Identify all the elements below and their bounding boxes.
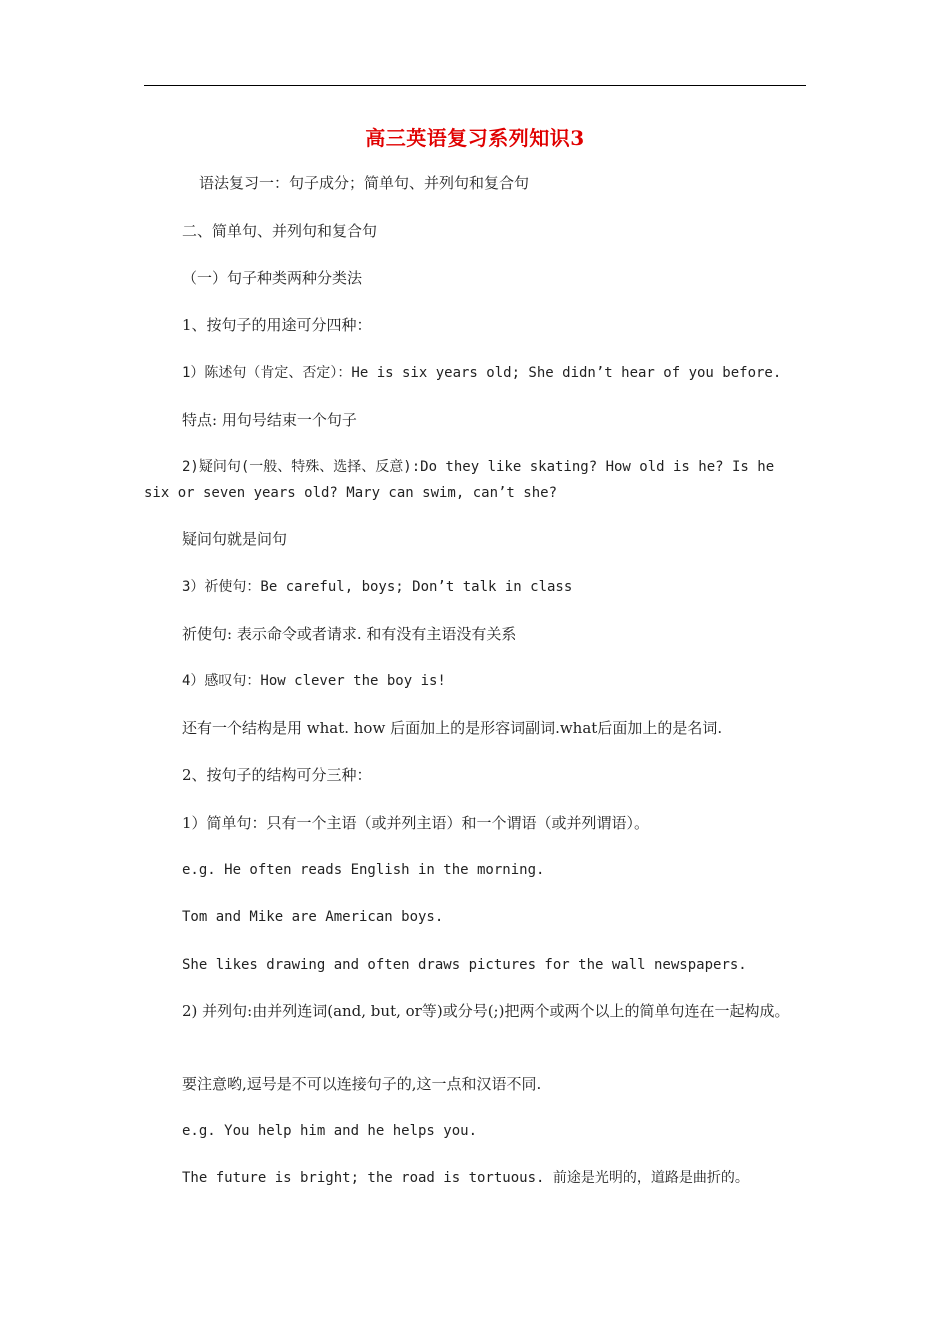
text-line-11: 4）感叹句：How clever the boy is! xyxy=(182,673,446,689)
text-line-6: 特点: 用句号结束一个句子 xyxy=(182,411,357,429)
text-line-14: 1）简单句：只有一个主语（或并列主语）和一个谓语（或并列谓语）。 xyxy=(182,814,650,832)
text-line-5: 1）陈述句（肯定、否定）：He is six years old; She didn’t hear of you before. xyxy=(182,365,782,381)
text-line-4: 1、按句子的用途可分四种： xyxy=(182,316,372,334)
text-line-20: e.g. You help him and he helps you. xyxy=(182,1123,478,1139)
text-line-13: 2、按句子的结构可分三种： xyxy=(182,766,372,784)
text-line-12: 还有一个结构是用 what. how 后面加上的是形容词副词.what后面加上的是名词. xyxy=(182,719,723,737)
document-title: 高三英语复习系列知识3 xyxy=(365,126,585,150)
text-line-3: （一）句子种类两种分类法 xyxy=(182,269,363,287)
header-rule xyxy=(144,85,806,86)
text-line-21: The future is bright; the road is tortuous. 前途是光明的，道路是曲折的。 xyxy=(182,1170,749,1186)
text-line-17: She likes drawing and often draws pictures for the wall newspapers. xyxy=(182,957,747,973)
text-line-16: Tom and Mike are American boys. xyxy=(182,909,444,925)
text-line-19: 要注意哟,逗号是不可以连接句子的,这一点和汉语不同. xyxy=(182,1075,542,1093)
text-line-18: 2) 并列句:由并列连词(and, but, or等)或分号(;)把两个或两个以上的简单句连在一起构成。 xyxy=(182,1002,790,1020)
text-line-9: 3）祈使句：Be careful, boys; Don’t talk in class xyxy=(182,579,573,595)
text-line-2: 二、简单句、并列句和复合句 xyxy=(182,222,378,240)
text-line-10: 祈使句: 表示命令或者请求. 和有没有主语没有关系 xyxy=(182,625,517,643)
text-line-15: e.g. He often reads English in the morning. xyxy=(182,862,545,878)
text-line-7: 2)疑问句(一般、特殊、选择、反意):Do they like skating? How old is he? Is he six or seven years old? Mary can swim, can’t she? xyxy=(144,459,775,501)
text-line-8: 疑问句就是问句 xyxy=(182,530,288,548)
text-line-1: 语法复习一：句子成分；简单句、并列句和复合句 xyxy=(199,174,530,192)
